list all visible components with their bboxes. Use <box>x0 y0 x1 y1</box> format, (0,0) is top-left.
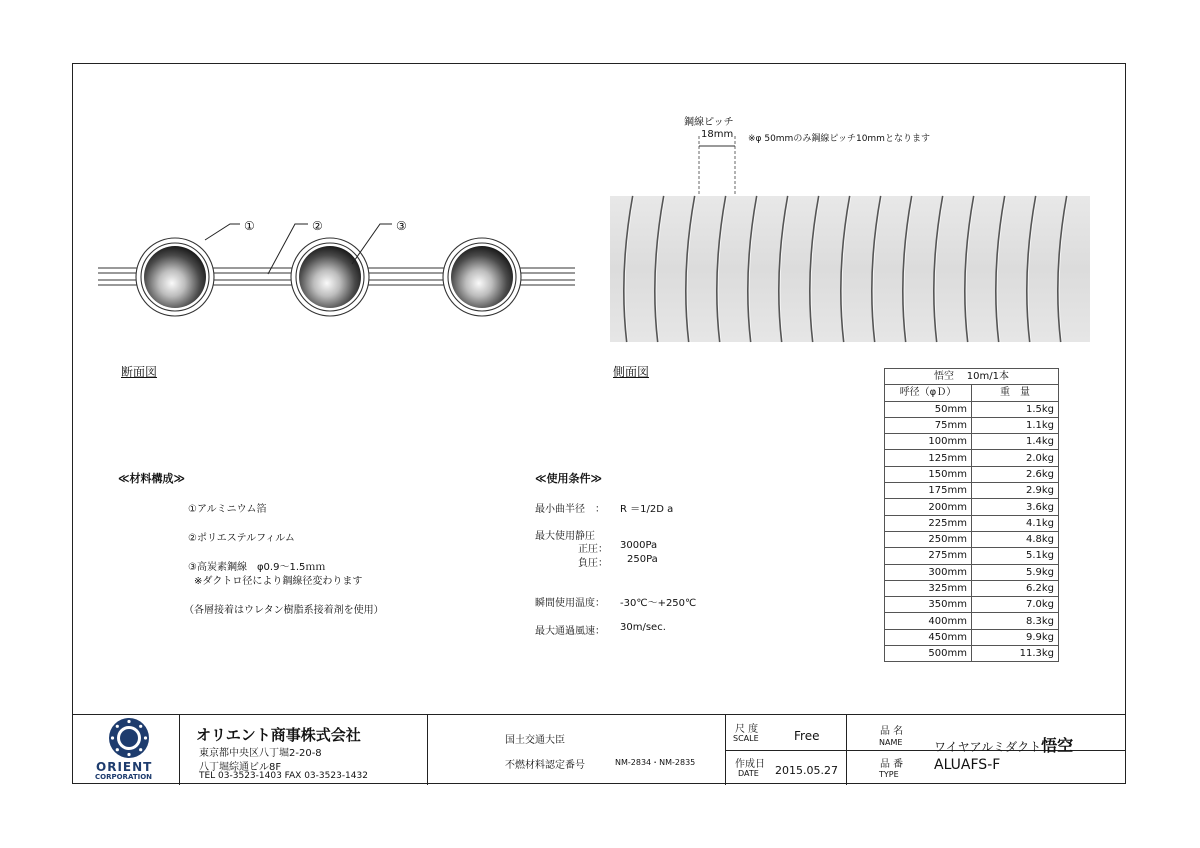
temp-label: 瞬間使用温度： <box>535 598 605 609</box>
table-title-unit: 10m/1本 <box>966 371 1009 383</box>
date-en: DATE <box>738 769 759 778</box>
table-row <box>885 597 1059 613</box>
table-row <box>885 434 1059 450</box>
type-jp: 品 番 <box>880 759 904 770</box>
diameter-cell: 200mm <box>885 499 972 515</box>
cross-section-drawing <box>90 200 580 340</box>
table-row <box>885 450 1059 466</box>
table-row <box>885 613 1059 629</box>
weight-cell: 1.1kg <box>972 417 1059 433</box>
table-row <box>885 629 1059 645</box>
steel-wire <box>299 246 361 308</box>
logo-line1: ORIENT <box>96 760 153 774</box>
name-jp: 品 名 <box>880 726 904 737</box>
table-title-name: 悟空 <box>934 371 955 383</box>
table-row <box>885 499 1059 515</box>
bend-label: 最小曲半径 ： <box>535 504 605 515</box>
weight-cell: 8.3kg <box>972 613 1059 629</box>
cert-label: 不燃材料認定番号 <box>505 760 585 771</box>
conditions-heading: ≪使用条件≫ <box>535 472 603 485</box>
table-row <box>885 646 1059 662</box>
side-view-drawing <box>605 130 1105 350</box>
pitch-value: 18mm <box>701 129 734 140</box>
steel-wire <box>144 246 206 308</box>
diameter-cell: 225mm <box>885 515 972 531</box>
date-jp: 作成日 <box>735 759 765 770</box>
weight-cell: 2.6kg <box>972 466 1059 482</box>
address-line2: 八丁堀綜通ビル8F <box>199 762 282 773</box>
positive-pressure-label: 正圧： <box>578 544 608 555</box>
type-value: ALUAFS-F <box>934 757 1001 773</box>
table-row <box>885 417 1059 433</box>
diameter-cell: 325mm <box>885 580 972 596</box>
callout-3: ③ <box>396 219 407 233</box>
date-value: 2015.05.27 <box>775 764 838 777</box>
diameter-cell: 250mm <box>885 531 972 547</box>
scale-value: Free <box>794 729 820 743</box>
diameter-cell: 450mm <box>885 629 972 645</box>
material-item: ①アルミニウム箔 <box>188 504 267 515</box>
weight-cell: 5.1kg <box>972 548 1059 564</box>
steel-wire <box>451 246 513 308</box>
col-weight: 重 量 <box>972 385 1059 401</box>
diameter-cell: 150mm <box>885 466 972 482</box>
weight-cell: 4.8kg <box>972 531 1059 547</box>
weight-cell: 5.9kg <box>972 564 1059 580</box>
scale-jp: 尺 度 <box>735 724 759 735</box>
table-row <box>885 466 1059 482</box>
weight-cell: 4.1kg <box>972 515 1059 531</box>
weight-cell: 2.9kg <box>972 483 1059 499</box>
table-row <box>885 531 1059 547</box>
weight-cell: 1.4kg <box>972 434 1059 450</box>
company-name: オリエント商事株式会社 <box>196 726 361 744</box>
diameter-cell: 125mm <box>885 450 972 466</box>
product-name-prefix: ワイヤアルミダクト <box>934 740 1042 754</box>
diameter-cell: 175mm <box>885 483 972 499</box>
type-en: TYPE <box>879 770 899 779</box>
diameter-cell: 300mm <box>885 564 972 580</box>
weight-cell: 7.0kg <box>972 597 1059 613</box>
diameter-cell: 400mm <box>885 613 972 629</box>
side-view-caption: 側面図 <box>613 365 650 379</box>
cert-value: NM-2834・NM-2835 <box>615 758 696 767</box>
product-name <box>934 733 1073 756</box>
pitch-note: ※φ 50mmのみ鋼線ピッチ10mmとなります <box>748 134 930 144</box>
table-title <box>885 369 1059 385</box>
diameter-cell: 100mm <box>885 434 972 450</box>
col-diameter: 呼径（φＤ） <box>885 385 972 401</box>
weight-cell: 11.3kg <box>972 646 1059 662</box>
diameter-cell: 275mm <box>885 548 972 564</box>
temp-value: -30℃～+250℃ <box>620 598 697 609</box>
materials-heading: ≪材料構成≫ <box>118 472 186 485</box>
weight-cell: 9.9kg <box>972 629 1059 645</box>
weight-table <box>884 368 1059 662</box>
material-item: ③高炭素鋼線 φ0.9～1.5ｍｍ <box>188 562 326 573</box>
product-name-bold: 悟空 <box>1041 736 1074 755</box>
table-row <box>885 580 1059 596</box>
negative-pressure-label: 負圧： <box>578 558 608 569</box>
address-line1: 東京都中央区八丁堀2-20-8 <box>199 748 322 759</box>
callout-1: ① <box>244 219 255 233</box>
logo-line2: CORPORATION <box>95 773 153 781</box>
tel-fax: TEL 03-3523-1403 FAX 03-3523-1432 <box>199 771 368 781</box>
speed-value: 30m/sec. <box>620 622 666 633</box>
weight-cell: 2.0kg <box>972 450 1059 466</box>
callout-2: ② <box>312 219 323 233</box>
authority: 国土交通大臣 <box>505 735 565 746</box>
speed-label: 最大通過風速： <box>535 626 605 637</box>
table-row <box>885 548 1059 564</box>
weight-cell: 6.2kg <box>972 580 1059 596</box>
name-en: NAME <box>879 738 903 747</box>
pitch-label: 鋼線ピッチ <box>684 117 734 128</box>
weight-cell: 1.5kg <box>972 401 1059 417</box>
bend-value: R ＝1/2D a <box>620 504 674 515</box>
diameter-cell: 50mm <box>885 401 972 417</box>
table-row <box>885 515 1059 531</box>
positive-pressure-value: 3000Pa <box>620 540 658 551</box>
cross-section-caption: 断面図 <box>121 365 158 379</box>
weight-cell: 3.6kg <box>972 499 1059 515</box>
negative-pressure-value: 250Pa <box>627 554 658 565</box>
table-row <box>885 564 1059 580</box>
scale-en: SCALE <box>733 734 759 743</box>
table-row <box>885 401 1059 417</box>
pressure-label: 最大使用静圧 <box>535 531 595 542</box>
material-item: ②ポリエステルフィルム <box>188 533 295 544</box>
orient-logo-icon <box>108 717 150 759</box>
material-note: （各層接着はウレタン樹脂系接着剤を使用） <box>184 605 384 616</box>
diameter-cell: 500mm <box>885 646 972 662</box>
material-sub-note: ※ダクトロ径により鋼線径変わります <box>194 576 363 587</box>
table-row <box>885 483 1059 499</box>
diameter-cell: 75mm <box>885 417 972 433</box>
diameter-cell: 350mm <box>885 597 972 613</box>
